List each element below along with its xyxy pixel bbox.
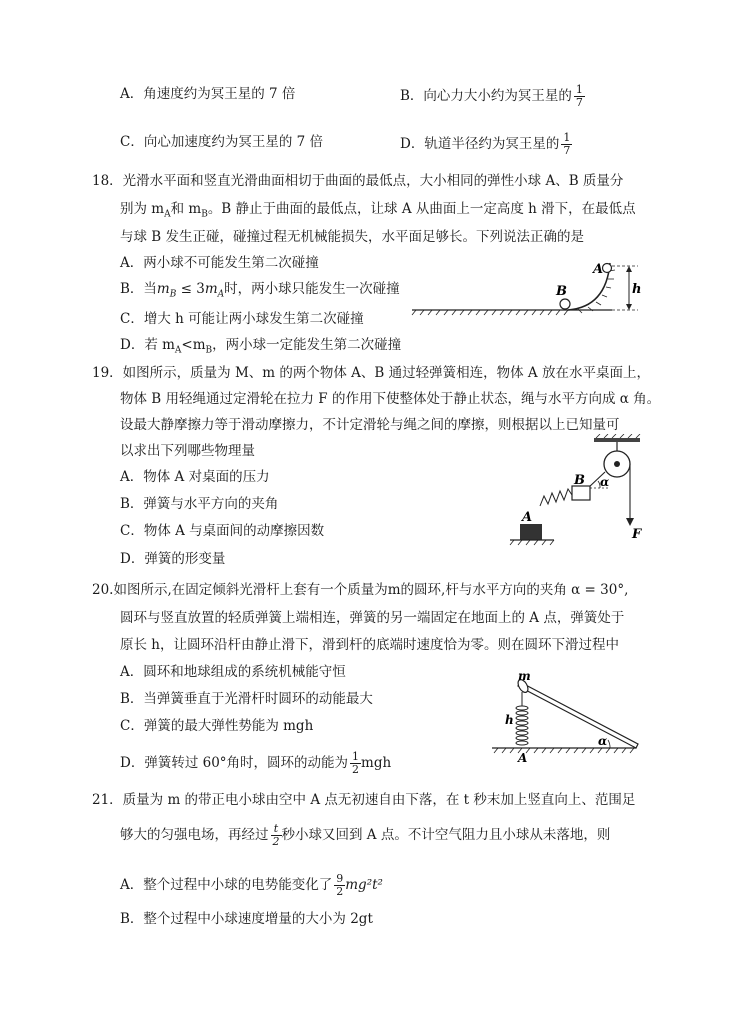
- text: ≤ 3: [176, 281, 205, 297]
- ceiling-hatching: [596, 434, 640, 438]
- subscript: B: [205, 345, 213, 356]
- ball-b: [560, 299, 570, 309]
- q21-option-a: [120, 873, 383, 898]
- fraction-numerator: t: [271, 823, 282, 836]
- label-alpha: α: [598, 734, 608, 748]
- text: 别为 m: [120, 201, 165, 217]
- label-a: A: [518, 751, 528, 764]
- q19-option-c: C．物体 A 与桌面间的动摩擦因数: [120, 523, 325, 539]
- text: ，两小球一定能发生第二次碰撞: [212, 337, 402, 353]
- q18-stem-line2: [120, 199, 636, 225]
- label-f: F: [632, 527, 642, 542]
- subscript: A: [217, 289, 225, 300]
- subscript: A: [174, 345, 182, 356]
- math: m: [204, 281, 218, 297]
- q19-stem-line2: 物体 B 用轻绳通过定滑轮在拉力 F 的作用下使整体处于静止状态，绳与水平方向成 α 角。: [120, 391, 661, 407]
- text: D．若 m: [120, 337, 175, 353]
- fraction-denominator: 7: [563, 144, 571, 157]
- label-h: h: [632, 282, 642, 297]
- text: 。B 静止于曲面的最低点，让球 A 从曲面上一定高度 h 滑下，在最低点: [207, 201, 636, 217]
- q20-option-a: A．圆环和地球组成的系统机械能守恒: [120, 664, 346, 680]
- ball-a: [603, 264, 612, 273]
- ground-hatching: [494, 748, 634, 753]
- label-b: B: [556, 284, 567, 299]
- q18-option-c: C．增大 h 可能让两小球发生第二次碰撞: [120, 311, 364, 327]
- label-b: B: [574, 473, 585, 488]
- label-a: A: [593, 262, 604, 277]
- q19-stem-line1: 19．如图所示，质量为 M、m 的两个物体 A、B 通过轻弹簧相连，物体 A 放在水平桌面上，: [92, 365, 650, 381]
- q20-option-c: C．弹簧的最大弹性势能为 mgh: [120, 718, 314, 734]
- q17-option-d: [400, 132, 572, 157]
- fraction: [350, 751, 361, 776]
- q20-rod-spring-figure: [490, 668, 640, 764]
- q19-pulley-figure: [508, 434, 648, 548]
- fraction-numerator: 1: [575, 83, 583, 96]
- fraction-denominator: 2: [272, 835, 280, 848]
- q17-option-b-text: B．向心力大小约为冥王星的: [400, 88, 572, 104]
- block-a: [520, 524, 542, 540]
- q18-option-b: [120, 279, 400, 305]
- q18-curve-figure: [410, 255, 642, 325]
- q20-option-d: [120, 751, 391, 776]
- angle-arc: [608, 740, 610, 748]
- spring: [540, 489, 572, 506]
- q18-option-a: A．两小球不可能发生第二次碰撞: [120, 255, 319, 271]
- label-a: A: [522, 510, 533, 525]
- q17-option-a: A．角速度约为冥王星的 7 倍: [120, 86, 296, 102]
- table-hatching: [510, 540, 554, 545]
- q18-option-d: [120, 335, 401, 361]
- vertical-spring: [516, 706, 528, 745]
- label-m: m: [518, 669, 531, 683]
- q21-stem-line2: [120, 823, 610, 848]
- q19-option-a: A．物体 A 对桌面的压力: [120, 469, 270, 485]
- q21-option-b: B．整个过程中小球速度增量的大小为 2gt: [120, 911, 373, 927]
- fraction-denominator: 2: [352, 763, 360, 776]
- inclined-rod: [518, 682, 638, 748]
- math: mg²t²: [345, 877, 383, 893]
- text: 时，两小球只能发生一次碰撞: [224, 281, 400, 297]
- text: D．弹簧转过 60°角时，圆环的动能为: [120, 755, 349, 771]
- label-h: h: [505, 713, 514, 727]
- q18-stem-line3: 与球 B 发生正碰，碰撞过程无机械能损失，水平面足够长。下列说法正确的是: [120, 229, 585, 245]
- label-alpha: α: [600, 475, 610, 489]
- text: A．整个过程中小球的电势能变化了: [120, 877, 333, 893]
- subscript: B: [169, 289, 177, 300]
- fraction: [561, 132, 572, 157]
- subscript: B: [201, 209, 208, 220]
- q21-stem-line1: 21．质量为 m 的带正电小球由空中 A 点无初速自由下落，在 t 秒末加上竖直向上、范围足: [92, 792, 636, 808]
- text: <m: [181, 337, 206, 353]
- block-b: [572, 486, 590, 500]
- q18-stem-line1: 18．光滑水平面和竖直光滑曲面相切于曲面的最低点，大小相同的弹性小球 A、B 质量分: [92, 173, 624, 189]
- q19-option-d: D．弹簧的形变量: [120, 551, 226, 567]
- text: 秒小球又回到 A 点。不计空气阻力且小球从未落地，则: [281, 827, 611, 843]
- q20-stem-line1: 20.如图所示,在固定倾斜光滑杆上套有一个质量为m的圆环,杆与水平方向的夹角 α = 30°,: [92, 582, 629, 598]
- q19-option-b: B．弹簧与水平方向的夹角: [120, 496, 279, 512]
- fraction-denominator: 7: [575, 96, 583, 109]
- fraction: [334, 873, 345, 898]
- q19-stem-line3: 设最大静摩擦力等于滑动摩擦力，不计定滑轮与绳之间的摩擦，则根据以上已知量可: [120, 417, 620, 433]
- math: m: [156, 281, 170, 297]
- fraction-numerator: 1: [563, 131, 571, 144]
- fraction: [574, 84, 585, 109]
- fraction-numerator: 9: [336, 872, 344, 885]
- text: mgh: [361, 755, 392, 771]
- q17-option-b: [400, 84, 585, 109]
- subscript: A: [164, 209, 171, 220]
- q19-stem-line4: 以求出下列哪些物理量: [120, 443, 255, 459]
- text: 够大的匀强电场，再经过: [120, 827, 269, 843]
- q20-stem-line3: 原长 h，让圆环沿杆由静止滑下，滑到杆的底端时速度恰为零。则在圆环下滑过程中: [120, 637, 619, 653]
- q20-option-b: B．当弹簧垂直于光滑杆时圆环的动能最大: [120, 691, 373, 707]
- pulley-axle: [614, 461, 620, 467]
- q17-option-c: C．向心加速度约为冥王星的 7 倍: [120, 134, 324, 150]
- q20-stem-line2: 圆环与竖直放置的轻质弹簧上端相连，弹簧的另一端固定在地面上的 A 点，弹簧处于: [120, 610, 625, 626]
- ceiling: [594, 438, 640, 442]
- ground-hatching: [412, 310, 568, 315]
- fraction-denominator: 2: [336, 885, 344, 898]
- fraction-numerator: 1: [352, 750, 360, 763]
- q17-option-d-text: D．轨道半径约为冥王星的: [400, 136, 560, 152]
- text: 和 m: [170, 201, 202, 217]
- text: B．当: [120, 281, 157, 297]
- force-arrowhead: [626, 518, 634, 526]
- fraction: [271, 823, 282, 848]
